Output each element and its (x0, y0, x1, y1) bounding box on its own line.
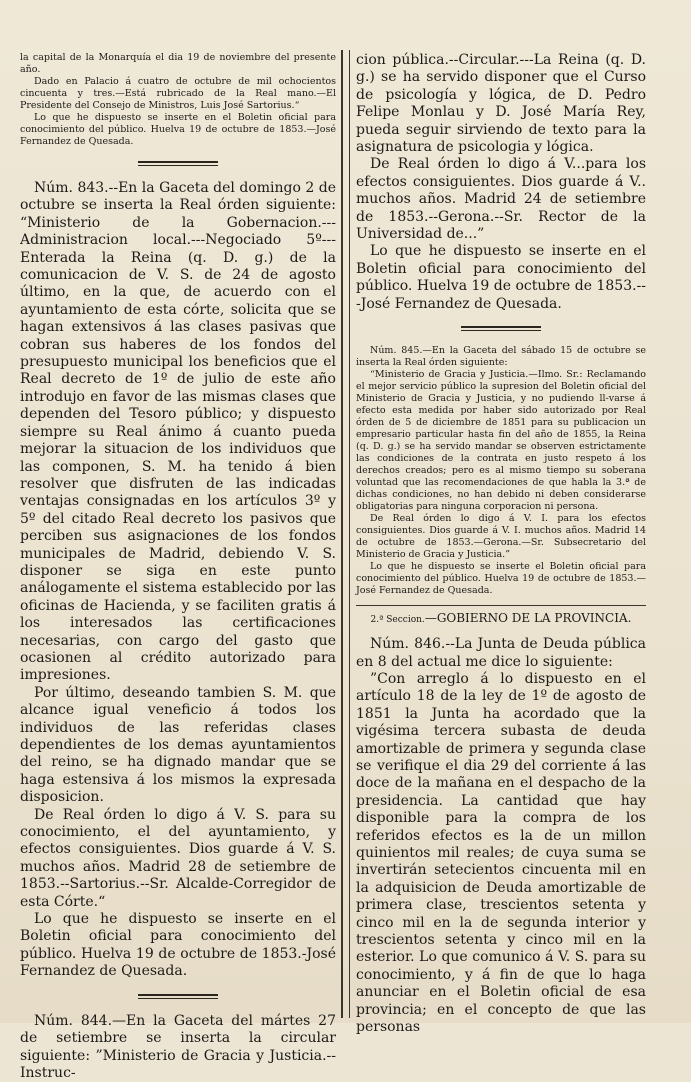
section-heading (356, 605, 646, 628)
article-844 (20, 1013, 336, 1082)
column-divider (341, 50, 350, 1018)
separator (461, 323, 541, 335)
separator (138, 991, 218, 1003)
paragraph: Núm. 843.--En la Gaceta del domingo 2 de octubre se inserta la Real órden siguiente: “Ministerio de la Gobernacion.---Administracion local.---Negociado 5º---Enterada la Reina (q. D. g.) de la comunicacion de V. S. de 24 de agosto último, en la que, de acuerdo con el ayuntamiento de esta córte, solicita que se hagan extensivos á las clases pasivas que cobran sus haberes de los fondos del presupuesto municipal los beneficios que el Real decreto de 1º de julio de este año introdujo en favor de las mismas clases que dependen del Tesoro público; y dispuesto siempre su Real ánimo á cuanto pueda mejorar la situacion de los individuos que las componen, S. M. ha tenido á bien resolver que disfruten de las indicadas ventajas consignadas en los artículos 3º y 5º del citado Real decreto los pasivos que perciben sus asignaciones de los fondos municipales de Madrid, debiendo V. S. disponer se siga en este punto análogamente el sistema establecido por las oficinas de Hacienda, y se faciliten gratis á los interesados las certificaciones necesarias, con cargo del gasto que ocasionen al crédito autorizado para impresiones. (20, 180, 336, 684)
paragraph: Dado en Palacio á cuatro de octubre de mil ochocientos cincuenta y tres.—Está rubricado de la Real mano.—El Presidente del Consejo de Ministros, Luis José Sartorius.“ (20, 76, 336, 111)
left-column (20, 52, 336, 1082)
section-title: —GOBIERNO DE LA PROVINCIA. (424, 611, 632, 626)
separator (138, 158, 218, 170)
paragraph: Núm. 844.—En la Gaceta del mártes 27 de setiembre se inserta la circular siguiente: ”Ministerio de Gracia y Justicia.--Instruc- (20, 1012, 336, 1081)
paragraph: De Real órden lo digo á V...para los efectos consiguientes. Dios guarde á V.. muchos años. Madrid 24 de setiembre de 1853.--Gerona.--Sr. Rector de la Universidad de...” (356, 156, 646, 243)
right-column (356, 52, 646, 1036)
paragraph: Lo que he dispuesto se inserte en el Boletin oficial para conocimiento del público. Huelva 19 de octubre de 1853.---José Fernandez de Quesada. (356, 243, 647, 312)
paragraph: Por último, deseando tambien S. M. que alcance igual veneficio á todos los individuos de las referidas clases dependientes de los demas ayuntamientos del reino, se ha dignado mandar que se haga estensiva á los mismos la expresada disposicion. (20, 684, 336, 806)
paragraph: De Real órden lo digo á V. I. para los efectos consiguientes. Dios guarde á V. I. muchos años. Madrid 14 de octubre de 1853.—Gerona.—Sr. Subsecretario del Ministerio de Gracia y Justicia.” (356, 513, 646, 561)
article-844-continued (356, 52, 646, 313)
paragraph: Núm. 846.--La Junta de Deuda pública en 8 del actual me dice lo siguiente: (356, 636, 646, 670)
paragraph: Lo que he dispuesto se inserte en el Boletin oficial para conocimiento del público. Huelva 19 de octubre de 1853.—José Fernandez de Quesada. (20, 112, 336, 147)
paragraph: “Ministerio de Gracia y Justicia.—Ilmo. Sr.: Reclamando el mejor servicio público la supresion del Boletin oficial del Ministerio de Gracia y Justicia, y no pudiendo ll-varse á efecto esta medida por haber sido autorizado por Real órden de 5 de diciembre de 1851 para su publicacion un empresario particular hasta fin del año de 1855, la Reina (q. D. g.) se ha servido mandar se observen estrictamente las condiciones de la contrata en justo respeto á los derechos creados; pero es al mismo tiempo su soberana voluntad que las recomendaciones de que habla la 3.ª de dichas condiciones, no han debido ni deben considerarse obligatorias para ninguna corporacion ni persona. (356, 369, 646, 513)
decree-closing (20, 52, 336, 148)
paragraph: De Real órden lo digo á V. S. para su conocimiento, el del ayuntamiento, y efectos consiguientes. Dios guarde á V. S. muchos años. Madrid 28 de setiembre de 1853.--Sartorius.--Sr. Alcalde-Corregidor de esta Córte.“ (20, 806, 336, 910)
paragraph: ”Con arreglo á lo dispuesto en el artículo 18 de la ley de 1º de agosto de 1851 la Junta ha acordado que la vigésima tercera subasta de deuda amortizable de primera y segunda clase se verifique el dia 29 del corriente á las doce de la mañana en el despacho de la presidencia. La cantidad que hay disponible para la compra de los referidos efectos es la de un millon quinientos mil reales; de cuya suma se invertirán setecientos cincuenta mil en la adquisicion de Deuda amortizable de primera clase, trescientos setenta y cinco mil en la de segunda interior y trescientos setenta y cinco mil en la esterior. Lo que comunico á V. S. para su conocimiento, y á fin de que lo haga anunciar en el Boletin oficial de esa provincia; en el concepto de que las personas (356, 670, 646, 1036)
section-label: 2.ª Seccion. (370, 615, 425, 626)
article-845 (356, 345, 646, 597)
paragraph: Lo que he dispuesto se inserte en el Boletin oficial para conocimiento del público. Huelva 19 de octubre de 1853.-José Fernandez de Quesada. (20, 911, 336, 980)
paragraph: cion pública.--Circular.---La Reina (q. D. g.) se ha servido disponer que el Curso de psicología y lógica, de D. Pedro Felipe Monlau y D. José María Rey, pueda seguir sirviendo de texto para la asignatura de psicologia y lógica. (356, 52, 646, 156)
article-846 (356, 636, 646, 1036)
paragraph: Núm. 845.—En la Gaceta del sábado 15 de octubre se inserta la Real órden siguiente: (356, 345, 646, 369)
article-843 (20, 180, 336, 981)
paragraph: Lo que he dispuesto se inserte el Boletin oficial para conocimiento del público. Huelva 19 de octubre de 1853.—José Fernandez de Quesada. (356, 561, 646, 597)
paragraph: la capital de la Monarquía el dia 19 de noviembre del presente año. (20, 52, 336, 75)
